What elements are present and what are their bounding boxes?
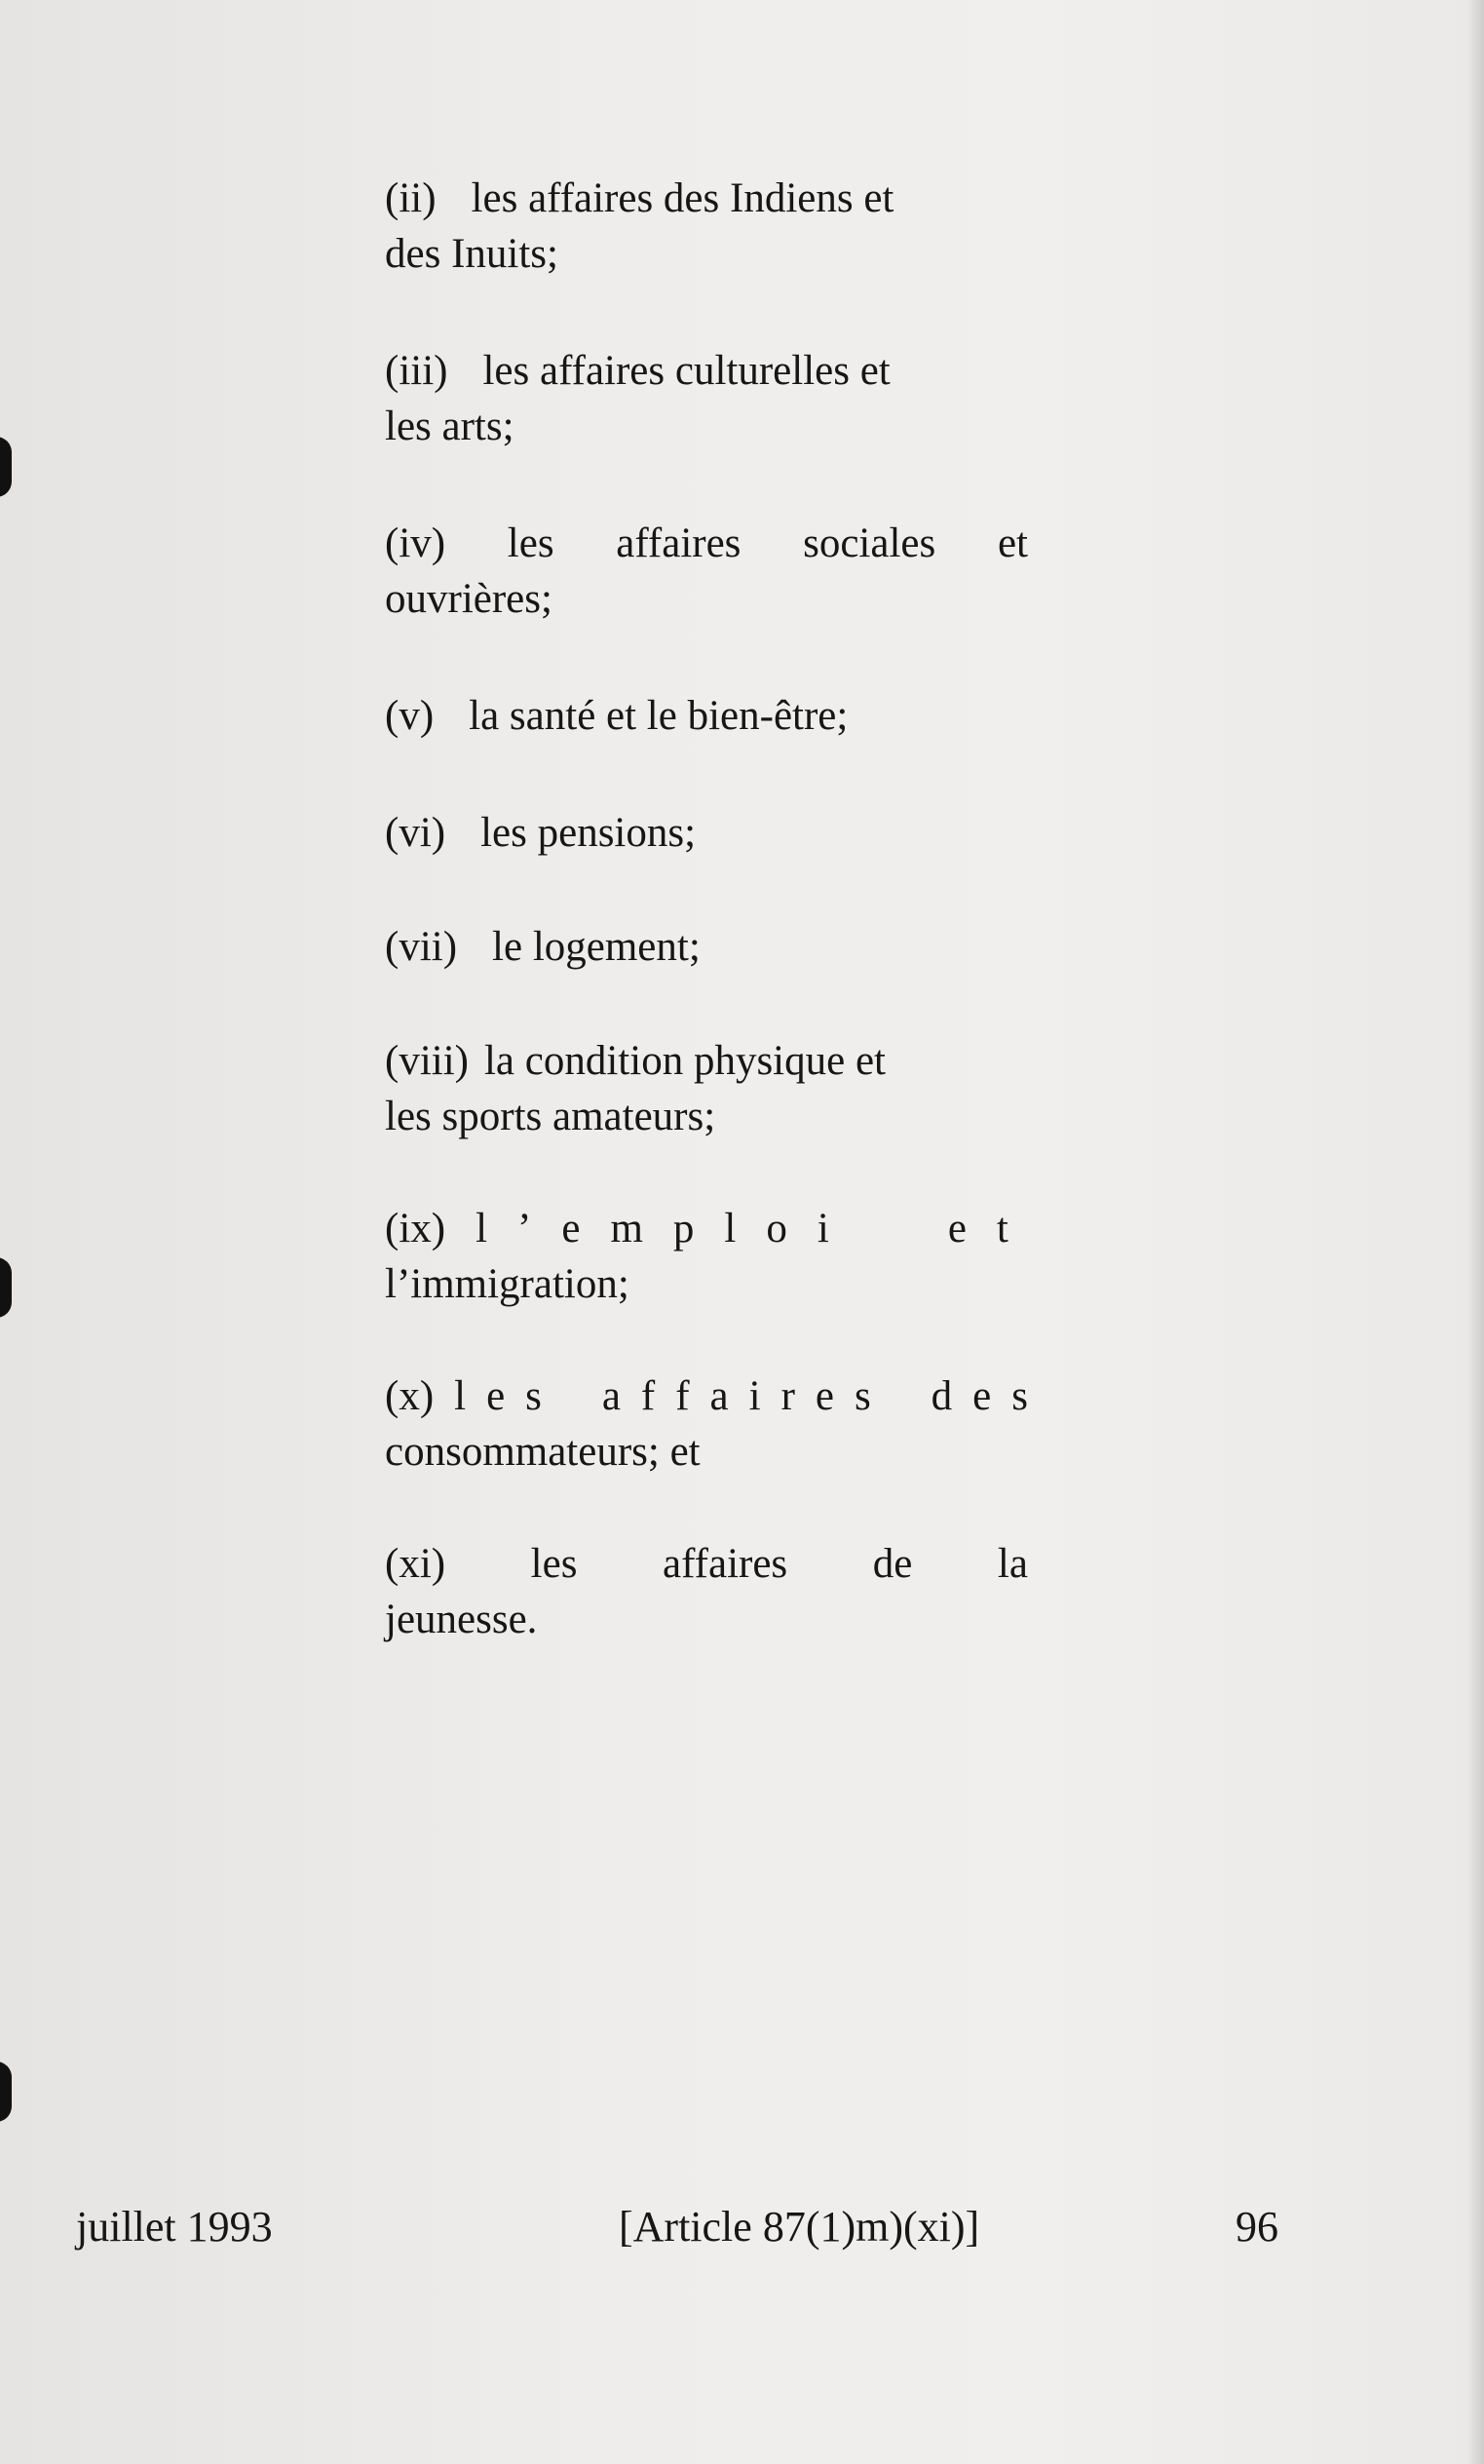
item-word: sociales xyxy=(803,520,936,566)
item-letter: i xyxy=(817,1206,829,1251)
item-text-line2: les sports amateurs; xyxy=(385,1094,716,1139)
item-text-line1: les affaires des Indiens et xyxy=(471,175,894,221)
item-letter: s xyxy=(525,1373,542,1419)
list-item-iv xyxy=(385,516,1028,627)
item-letter: s xyxy=(1011,1373,1028,1419)
item-letter: r xyxy=(780,1373,795,1419)
item-number: (iii) xyxy=(385,348,448,394)
binding-hole xyxy=(0,2061,12,2122)
list-item-viii xyxy=(385,1033,1028,1144)
item-text-line1: le logement; xyxy=(492,924,701,970)
item-number: (ii) xyxy=(385,175,437,221)
item-letter: l xyxy=(476,1206,488,1251)
item-letter: a xyxy=(601,1373,621,1419)
item-letter: e xyxy=(815,1373,834,1419)
item-word: les xyxy=(530,1541,578,1587)
page-edge-shadow xyxy=(1466,0,1484,2464)
item-number: (vii) xyxy=(385,924,458,970)
item-word: et xyxy=(997,520,1028,566)
footer-article-reference: [Article 87(1)m)(xi)] xyxy=(619,2203,980,2251)
item-letter: f xyxy=(675,1373,690,1419)
item-number: (xi) xyxy=(385,1541,446,1587)
item-letter: p xyxy=(672,1206,695,1251)
item-letter: a xyxy=(709,1373,729,1419)
item-letter: e xyxy=(972,1373,992,1419)
item-text-line2: jeunesse. xyxy=(385,1597,538,1642)
list-item-iii xyxy=(385,343,1028,454)
item-number: (x) xyxy=(385,1373,435,1419)
item-number: (vi) xyxy=(385,810,446,856)
item-letter: o xyxy=(766,1206,787,1251)
list-item-vi xyxy=(385,805,1028,861)
item-letter: m xyxy=(610,1206,643,1251)
item-text-line1: la condition physique et xyxy=(483,1038,886,1084)
item-text-line2: ouvrières; xyxy=(385,576,552,622)
item-text-line1: les affaires culturelles et xyxy=(482,348,891,394)
item-word: affaires xyxy=(616,520,742,566)
item-letter: d xyxy=(931,1373,953,1419)
item-letter: e xyxy=(947,1206,967,1251)
list-item-ii xyxy=(385,171,1028,282)
item-text-line1: la santé et le bien-être; xyxy=(469,693,849,739)
item-text-line1: les pensions; xyxy=(480,810,697,856)
list-item-xi xyxy=(385,1536,1028,1647)
list-item-vii xyxy=(385,919,1028,975)
item-number: (v) xyxy=(385,693,435,739)
item-number: (ix) xyxy=(385,1206,446,1251)
item-word: de xyxy=(872,1541,913,1587)
item-letter: ’ xyxy=(517,1206,532,1251)
list-item-x xyxy=(385,1368,1028,1480)
list-item-v xyxy=(385,688,1028,744)
item-letter: t xyxy=(996,1206,1008,1251)
item-text-line2: des Inuits; xyxy=(385,231,558,277)
binding-hole xyxy=(0,1257,12,1318)
item-text-line2: l’immigration; xyxy=(385,1261,629,1307)
binding-hole xyxy=(0,437,12,497)
item-letter: i xyxy=(748,1373,761,1419)
footer-date: juillet 1993 xyxy=(76,2203,273,2251)
item-text-line2: les arts; xyxy=(385,404,514,449)
item-letter: e xyxy=(561,1206,581,1251)
item-letter: s xyxy=(854,1373,871,1419)
item-letter: l xyxy=(724,1206,737,1251)
item-letter: l xyxy=(454,1373,467,1419)
item-word: les xyxy=(507,520,554,566)
enumerated-list xyxy=(385,171,1028,1647)
item-word: la xyxy=(997,1541,1028,1587)
item-letter: f xyxy=(640,1373,656,1419)
page-number: 96 xyxy=(1236,2203,1278,2251)
item-number: (iv) xyxy=(385,520,446,566)
item-word: affaires xyxy=(663,1541,788,1587)
item-number: (viii) xyxy=(385,1038,469,1084)
item-text-line2: consommateurs; et xyxy=(385,1429,701,1475)
list-item-ix xyxy=(385,1201,1028,1312)
item-letter: e xyxy=(486,1373,506,1419)
